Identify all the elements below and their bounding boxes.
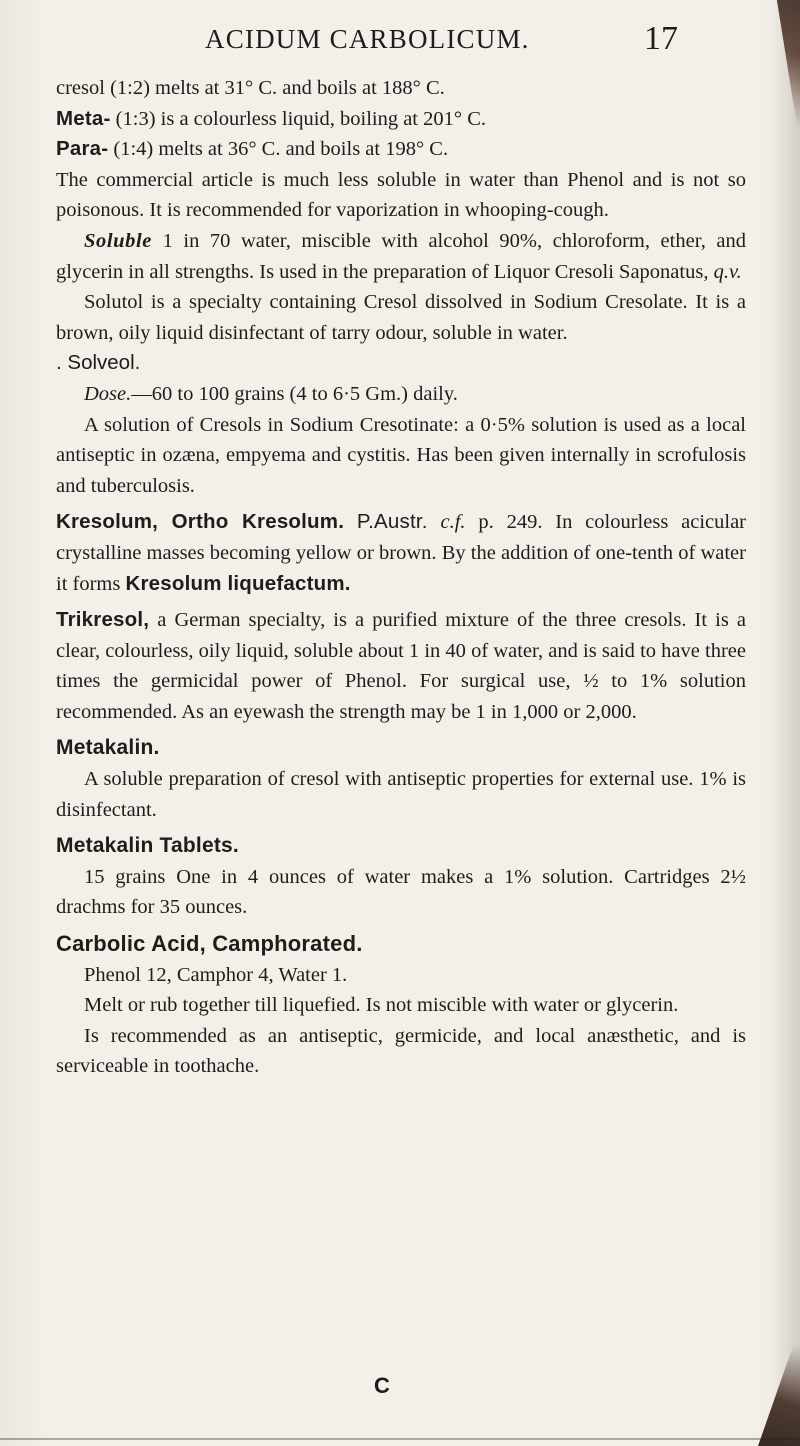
kresolum-cf: c.f. [440, 511, 466, 534]
paragraph-camphorated-uses: Is recommended as an antiseptic, germicide, and local anæsthetic, and is serviceable in toothache. [56, 1024, 746, 1078]
page-number: 17 [644, 20, 678, 57]
paragraph-solveol-dose [56, 379, 746, 410]
paragraph-metakalin-tablets: 15 grains One in 4 ounces of water makes a 1% solution. Cartridges 2½ drachms for 35 ounces. [56, 865, 746, 919]
kresolum-liquefactum: Kresolum liquefactum. [125, 571, 351, 595]
camphorated-heading: Carbolic Acid, Camphorated. [56, 931, 363, 957]
paragraph-camphorated-melt: Melt or rub together till liquefied. Is not miscible with water or glycerin. [84, 994, 679, 1017]
para-label: Para- [56, 137, 109, 161]
paragraph-cresol-meta [56, 104, 746, 135]
paragraph-trikresol [56, 605, 746, 727]
page-edge-shadow [772, 0, 800, 1446]
page-header [60, 18, 760, 68]
paragraph-soluble [56, 226, 746, 287]
paragraph-metakalin: A soluble preparation of cresol with antiseptic properties for external use. 1% is disinfectant. [56, 768, 746, 821]
trikresol-text: a German specialty, is a purified mixture of the three cresols. It is a clear, colourless, oily liquid, soluble about 1 in 40 of water, and is said to have three times the germicidal power of Phenol. For surgical use, ½ to 1% solution recommended. As an eyewash the strength may be 1 in 1,000 or 2,000. [56, 609, 746, 723]
kresolum-page-ref: p. 249. [478, 511, 543, 534]
paragraph-cresol-ortho: cresol (1:2) melts at 31° C. and boils at 188° C. [56, 77, 445, 99]
para-description: (1:4) melts at 36° C. and boils at 198° C. [113, 138, 449, 161]
signature-mark: C [374, 1373, 390, 1398]
paragraph-solveol-text: A solution of Cresols in Sodium Cresotinate: a 0·5% solution is used as a local antiseptic in ozæna, empyema and cystitis. Has been given internally in scrofulosis and tuberculosis. [56, 413, 746, 497]
soluble-text: 1 in 70 water, miscible with alcohol 90%, chloroform, ether, and glycerin in all strengths. Is used in the preparation of Liquor Cresoli Saponatus, [56, 229, 747, 283]
meta-label: Meta- [56, 106, 111, 130]
trikresol-heading: Trikresol, [56, 608, 150, 632]
soluble-qv: q.v. [713, 260, 742, 283]
page-content [56, 73, 746, 1082]
camphorated-formula: Phenol 12, Camphor 4, Water 1. [84, 963, 348, 986]
solveol-heading: . Solveol. [56, 351, 141, 375]
kresolum-text: In colourless acicular crystalline masses becoming yellow or brown. By the addition of one-tenth of water it forms [56, 511, 746, 595]
metakalin-tablets-heading: Metakalin Tablets. [56, 834, 239, 858]
paragraph-cresol-para [56, 134, 746, 165]
running-title: ACIDUM CARBOLICUM. [205, 24, 530, 54]
solveol-dose-label: Dose. [84, 382, 132, 405]
paragraph-solutol: Solutol is a specialty containing Cresol dissolved in Sodium Cresolate. It is a brown, oily liquid disinfectant of tarry odour, soluble in water. [56, 291, 746, 344]
kresolum-heading: Kresolum, Ortho Kresolum. [56, 510, 345, 534]
paragraph-commercial-article: The commercial article is much less soluble in water than Phenol and is not so poisonous. It is recommended for vaporization in whooping-cough. [56, 168, 746, 222]
solveol-dose-text: —60 to 100 grains (4 to 6·5 Gm.) daily. [131, 382, 458, 405]
paragraph-kresolum [56, 507, 746, 599]
kresolum-reference: P.Austr. [356, 510, 428, 534]
meta-description: (1:3) is a colourless liquid, boiling at 201° C. [115, 107, 487, 130]
metakalin-heading: Metakalin. [56, 736, 160, 760]
bottom-edge-line [0, 1438, 800, 1440]
soluble-heading: Soluble [84, 229, 152, 252]
